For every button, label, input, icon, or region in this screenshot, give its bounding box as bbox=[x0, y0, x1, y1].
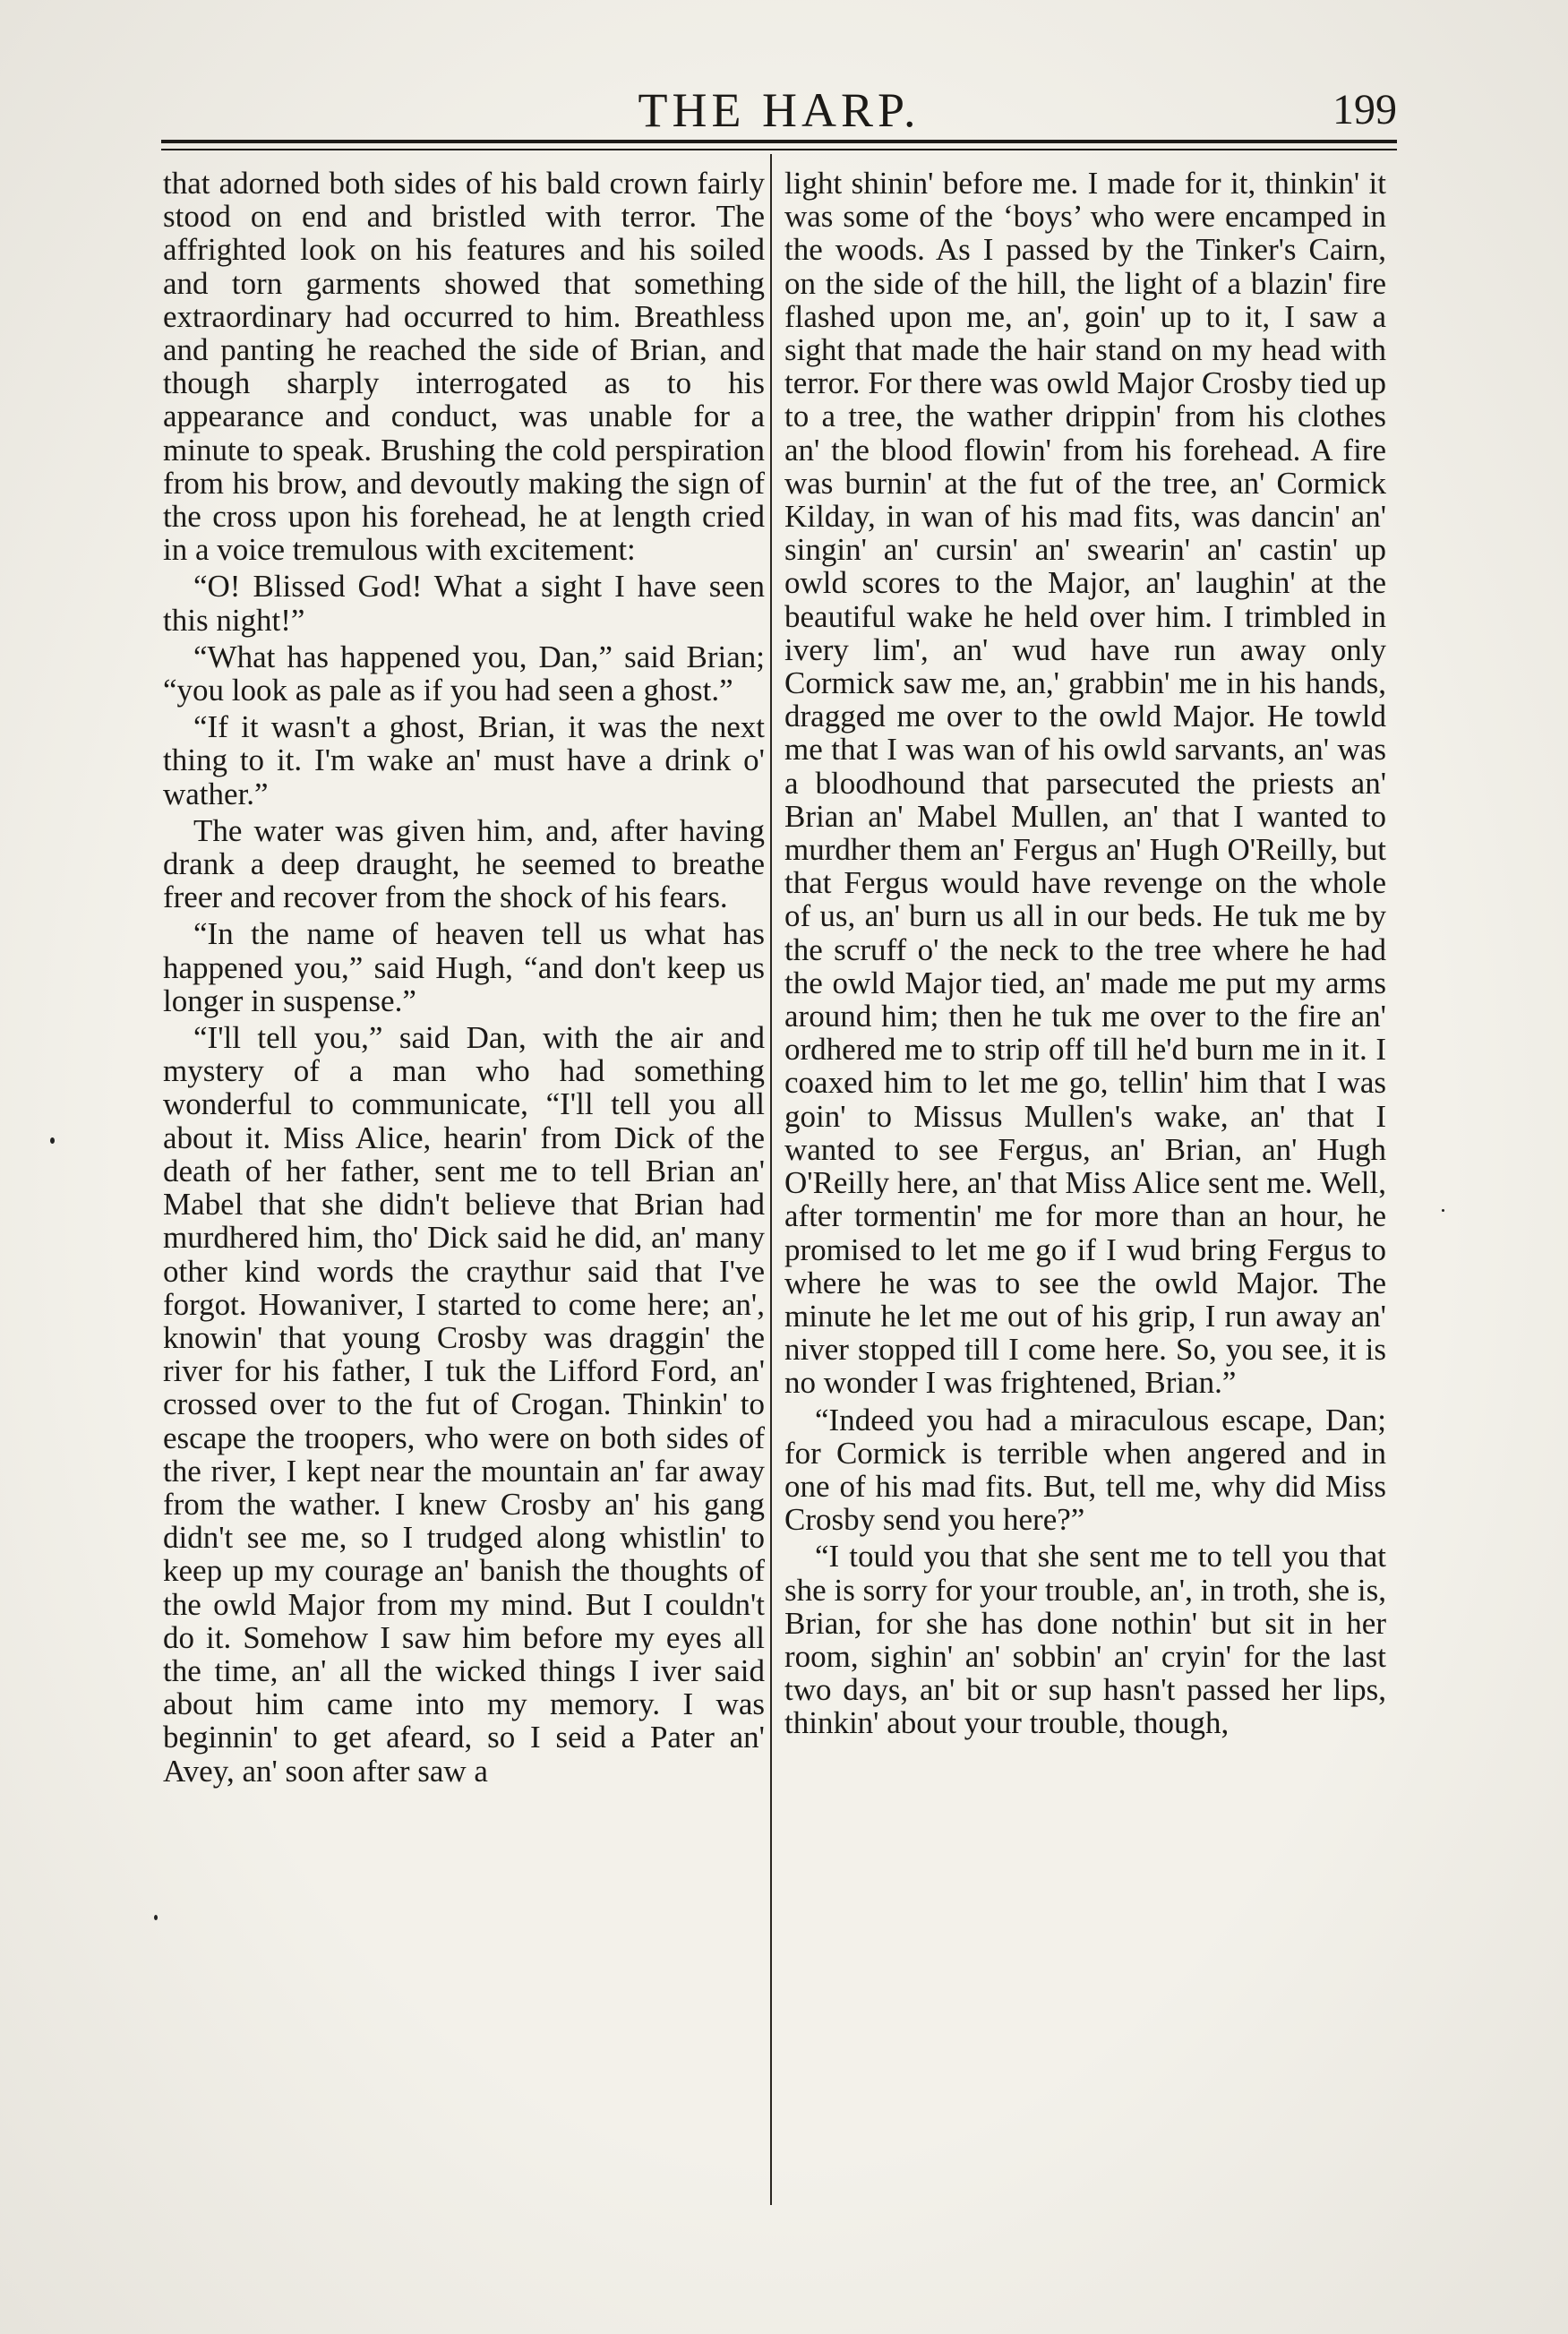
running-title: THE HARP. bbox=[638, 83, 921, 137]
paragraph: “I tould you that she sent me to tell you that she is sorry for your trouble, an', in troth, she is, Brian, for she has done nothin' but sit in her room, sighin' an' sobbin' an' cryin' for the last two days, an' bit or sup hasn't passed her lips, thinkin' about your trouble, though, bbox=[784, 1539, 1386, 1741]
print-speck bbox=[154, 1915, 158, 1920]
header-rule-thin bbox=[161, 149, 1397, 150]
left-column bbox=[163, 167, 765, 1791]
paragraph: “What has happened you, Dan,” said Brian; “you look as pale as if you had seen a ghost.” bbox=[163, 639, 765, 708]
paragraph: “In the name of heaven tell us what has happened you,” said Hugh, “and don't keep us longer in suspense.” bbox=[163, 916, 765, 1018]
paragraph: “I'll tell you,” said Dan, with the air and mystery of a man who had something wonderful to communicate, “I'll tell you all about it. Miss Alice, hearin' from Dick of the death of her father, sent me to tell Brian an' Mabel that she didn't believe that Brian had murdhered him, tho' Dick said he did, an' many other kind words the craythur said that I've forgot. Howaniver, I started to come here; an', knowin' that young Crosby was draggin' the river for his father, I tuk the Lifford Ford, an' crossed over to the fut of Crogan. Thinkin' to escape the troopers, who were on both sides of the river, I kept near the mountain an' far away from the wather. I knew Crosby an' his gang didn't see me, so I trudged along whistlin' to keep up my courage an' banish the thoughts of the owld Major from my mind. But I couldn't do it. Somehow I saw him before my eyes all the time, an' all the wicked things I iver said about him came into my memory. I was beginnin' to get afeard, so I seid a Pater an' Avey, an' soon after saw a bbox=[163, 1020, 765, 1789]
paragraph: “O! Blissed God! What a sight I have seen this night!” bbox=[163, 569, 765, 638]
print-speck bbox=[1442, 1209, 1444, 1212]
column-divider bbox=[770, 154, 772, 2205]
paragraph: The water was given him, and, after having drank a deep draught, he seemed to breathe freer and recover from the shock of his fears. bbox=[163, 812, 765, 915]
print-speck bbox=[50, 1137, 55, 1144]
page-header bbox=[161, 79, 1397, 142]
page-number: 199 bbox=[1332, 86, 1397, 133]
paragraph: “Indeed you had a miraculous escape, Dan; for Cormick is terrible when angered and in one of his mad fits. But, tell me, why did Miss Crosby send you here?” bbox=[784, 1402, 1386, 1538]
right-column bbox=[784, 167, 1386, 1744]
paragraph: “If it wasn't a ghost, Brian, it was the next thing to it. I'm wake an' must have a drink o' wather.” bbox=[163, 709, 765, 811]
paragraph: that adorned both sides of his bald crown fairly stood on end and bristled with terror. The affrighted look on his features and his soiled and torn garments showed that something extraordinary had occurred to him. Breathless and panting he reached the side of Brian, and though sharply interrogated as to his appearance and conduct, was unable for a minute to speak. Brushing the cold perspiration from his brow, and devoutly making the sign of the cross upon his forehead, he at length cried in a voice tremulous with excitement: bbox=[163, 166, 765, 568]
header-rule-thick bbox=[161, 140, 1397, 143]
paragraph: light shinin' before me. I made for it, thinkin' it was some of the ‘boys’ who were encamped in the woods. As I passed by the Tinker's Cairn, on the side of the hill, the light of a blazin' fire flashed upon me, an', goin' up to it, I saw a sight that made the hair stand on my head with terror. For there was owld Major Crosby tied up to a tree, the wather drippin' from his clothes an' the blood flowin' from his forehead. A fire was burnin' at the fut of the tree, an' Cormick Kilday, in wan of his mad fits, was dancin' an' singin' an' cursin' an' swearin' an' castin' up owld scores to the Major, an' laughin' at the beautiful wake he held over him. I trimbled in ivery lim', an' wud have run away only Cormick saw me, an,' grabbin' me in his hands, dragged me over to the owld Major. He towld me that I was wan of his owld sarvants, an' was a bloodhound that parsecuted the priests an' Brian an' Mabel Mullen, an' that I wanted to murdher them an' Fergus an' Hugh O'Reilly, but that Fergus would have revenge on the whole of us, an' burn us all in our beds. He tuk me by the scruff o' the neck to the tree where he had the owld Major tied, an' made me put my arms around him; then he tuk me over to the fire an' ordhered me to strip off till he'd burn me in it. I coaxed him to let me go, tellin' him that I was goin' to Missus Mullen's wake, an' that I wanted to see Fergus, an' Brian, an' Hugh O'Reilly here, an' that Miss Alice sent me. Well, after tormentin' me for more than an hour, he promised to let me go if I wud bring Fergus to where he was to see the owld Major. The minute he let me out of his grip, I run away an' niver stopped till I come here. So, you see, it is no wonder I was frightened, Brian.” bbox=[784, 166, 1386, 1401]
